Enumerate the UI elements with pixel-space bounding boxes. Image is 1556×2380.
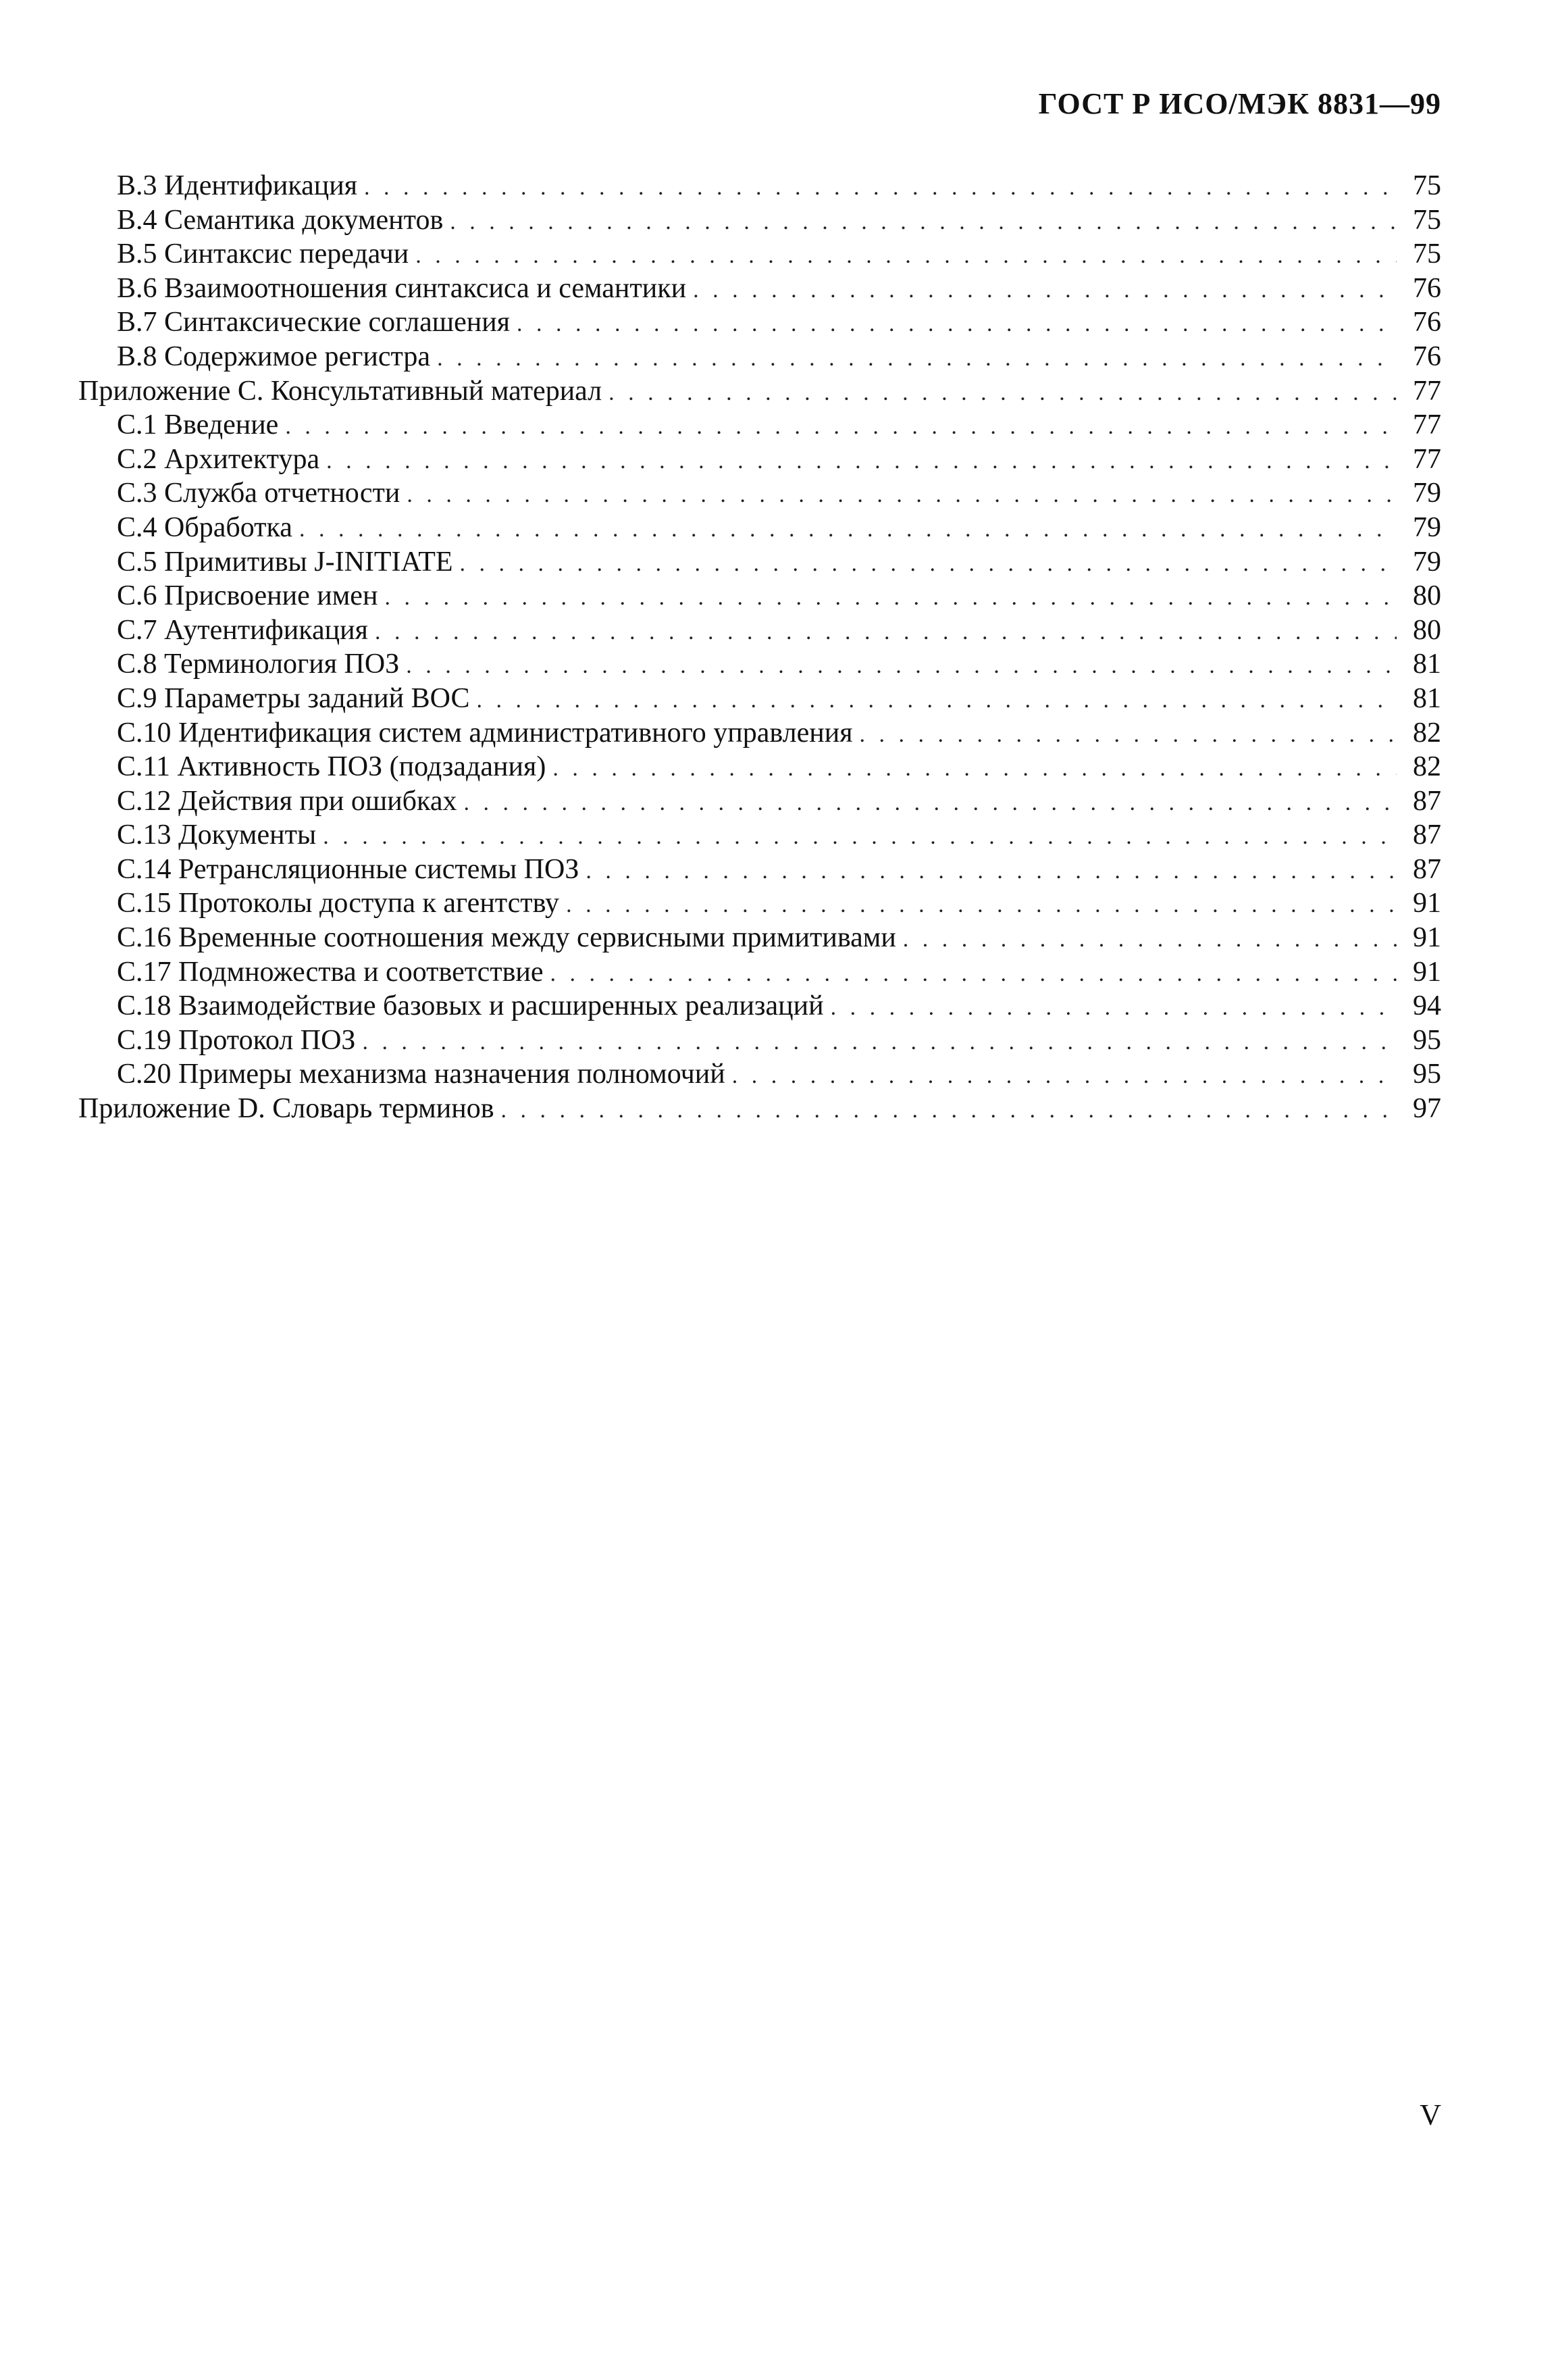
toc-entry-page: 75 — [1413, 238, 1441, 270]
toc-entry-title: Приложение С. Консультативный материал — [78, 375, 602, 407]
toc-entry-title: С.13 Документы — [117, 819, 317, 851]
toc-entry — [78, 374, 1441, 409]
toc-entry — [78, 682, 1441, 716]
toc-entry-page: 87 — [1413, 853, 1441, 885]
toc-entry-page: 82 — [1413, 751, 1441, 783]
toc-entry-page: 95 — [1413, 1059, 1441, 1090]
toc-entry — [78, 955, 1441, 990]
toc-entry-title: С.11 Активность ПОЗ (подзадания) — [117, 751, 546, 783]
toc-entry — [78, 579, 1441, 613]
toc-entry — [78, 647, 1441, 682]
toc-entry — [78, 169, 1441, 203]
toc-entry — [78, 476, 1441, 511]
toc-entry — [78, 818, 1441, 853]
toc-entry-page: 80 — [1413, 580, 1441, 612]
toc-dot-leader — [586, 855, 1397, 888]
toc-entry-page: 87 — [1413, 785, 1441, 817]
toc-dot-leader — [299, 513, 1397, 547]
toc-dot-leader — [285, 410, 1397, 444]
toc-dot-leader — [517, 307, 1397, 341]
toc-entry-page: 79 — [1413, 478, 1441, 509]
toc-dot-leader — [550, 957, 1397, 991]
toc-entry-title: B.7 Синтаксические соглашения — [117, 307, 511, 338]
toc-entry — [78, 921, 1441, 955]
toc-entry — [78, 511, 1441, 545]
toc-entry-title: С.7 Аутентификация — [117, 614, 368, 646]
toc-dot-leader — [860, 718, 1397, 752]
toc-entry-title: B.3 Идентификация — [117, 170, 358, 201]
toc-dot-leader — [693, 274, 1397, 307]
toc-entry-title: С.14 Ретрансляционные системы ПОЗ — [117, 853, 579, 885]
toc-entry-page: 91 — [1413, 956, 1441, 988]
toc-entry-page: 75 — [1413, 170, 1441, 201]
toc-entry — [78, 1092, 1441, 1126]
toc-dot-leader — [375, 615, 1397, 649]
toc-entry-title: B.5 Синтаксис передачи — [117, 238, 409, 270]
toc-entry-page: 77 — [1413, 375, 1441, 407]
toc-entry-title: С.9 Параметры заданий ВОС — [117, 682, 470, 714]
toc-entry-page: 95 — [1413, 1024, 1441, 1056]
toc-entry — [78, 750, 1441, 784]
page-number: V — [1420, 2098, 1441, 2131]
toc-dot-leader — [608, 376, 1397, 410]
toc-dot-leader — [903, 923, 1397, 957]
toc-dot-leader — [384, 581, 1397, 615]
toc-entry-title: С.16 Временные соотношения между сервисными примитивами — [117, 922, 896, 954]
toc-entry-page: 91 — [1413, 888, 1441, 919]
toc-dot-leader — [831, 991, 1397, 1025]
toc-entry-page: 76 — [1413, 272, 1441, 304]
toc-entry-title: С.2 Архитектура — [117, 443, 320, 475]
toc-entry-title: С.18 Взаимодействие базовых и расширенных реализаций — [117, 990, 824, 1022]
toc-entry-page: 77 — [1413, 409, 1441, 441]
toc-entry — [78, 1023, 1441, 1058]
toc-entry-page: 81 — [1413, 649, 1441, 680]
toc-entry — [78, 1057, 1441, 1092]
toc-dot-leader — [415, 239, 1397, 273]
toc-entry-page: 87 — [1413, 819, 1441, 851]
toc-entry — [78, 613, 1441, 648]
toc-dot-leader — [460, 547, 1397, 581]
toc-entry-page: 79 — [1413, 511, 1441, 543]
toc-dot-leader — [326, 445, 1397, 478]
toc-dot-leader — [501, 1094, 1397, 1128]
table-of-contents — [78, 169, 1441, 1126]
toc-entry-title: С.17 Подмножества и соответствие — [117, 956, 544, 988]
toc-dot-leader — [463, 786, 1397, 820]
toc-dot-leader — [406, 649, 1397, 683]
toc-entry — [78, 340, 1441, 374]
toc-entry-title: С.3 Служба отчетности — [117, 478, 400, 509]
toc-entry — [78, 408, 1441, 442]
toc-entry-title: Приложение D. Словарь терминов — [78, 1093, 494, 1125]
toc-dot-leader — [407, 478, 1397, 512]
toc-entry-title: С.1 Введение — [117, 409, 279, 441]
toc-entry-title: B.4 Семантика документов — [117, 204, 444, 236]
toc-entry-title: С.10 Идентификация систем административного управления — [117, 717, 853, 749]
toc-dot-leader — [323, 820, 1397, 854]
toc-entry-page: 94 — [1413, 990, 1441, 1022]
toc-entry — [78, 272, 1441, 306]
toc-dot-leader — [476, 684, 1397, 717]
toc-entry-title: С.5 Примитивы J-INITIATE — [117, 546, 453, 578]
toc-entry-title: С.19 Протокол ПОЗ — [117, 1024, 356, 1056]
toc-entry — [78, 545, 1441, 580]
toc-entry-page: 82 — [1413, 717, 1441, 749]
toc-entry — [78, 305, 1441, 340]
toc-entry — [78, 442, 1441, 477]
toc-entry-title: С.6 Присвоение имен — [117, 580, 378, 612]
toc-dot-leader — [364, 171, 1397, 205]
toc-dot-leader — [566, 888, 1397, 922]
toc-entry-page: 81 — [1413, 682, 1441, 714]
toc-dot-leader — [552, 752, 1397, 786]
toc-dot-leader — [362, 1026, 1397, 1059]
toc-entry-title: B.6 Взаимоотношения синтаксиса и семантики — [117, 272, 687, 304]
toc-dot-leader — [437, 342, 1397, 376]
toc-entry — [78, 989, 1441, 1023]
toc-entry-title: С.15 Протоколы доступа к агентству — [117, 888, 560, 919]
toc-entry-page: 80 — [1413, 614, 1441, 646]
toc-dot-leader — [732, 1059, 1397, 1093]
toc-entry — [78, 784, 1441, 819]
toc-entry-title: С.8 Терминология ПОЗ — [117, 649, 400, 680]
toc-entry — [78, 886, 1441, 921]
toc-entry-page: 75 — [1413, 204, 1441, 236]
toc-entry-title: С.20 Примеры механизма назначения полномочий — [117, 1059, 725, 1090]
toc-entry-page: 79 — [1413, 546, 1441, 578]
toc-entry — [78, 203, 1441, 238]
toc-entry — [78, 237, 1441, 272]
toc-entry — [78, 716, 1441, 751]
toc-entry-title: С.12 Действия при ошибках — [117, 785, 457, 817]
document-header: ГОСТ Р ИСО/МЭК 8831—99 — [1038, 87, 1441, 120]
toc-entry-page: 77 — [1413, 443, 1441, 475]
toc-entry-page: 91 — [1413, 922, 1441, 954]
toc-entry-page: 76 — [1413, 307, 1441, 338]
toc-entry — [78, 853, 1441, 887]
toc-entry-page: 97 — [1413, 1093, 1441, 1125]
toc-dot-leader — [450, 205, 1397, 239]
toc-entry-title: С.4 Обработка — [117, 511, 292, 543]
toc-entry-page: 76 — [1413, 340, 1441, 372]
toc-entry-title: B.8 Содержимое регистра — [117, 340, 431, 372]
